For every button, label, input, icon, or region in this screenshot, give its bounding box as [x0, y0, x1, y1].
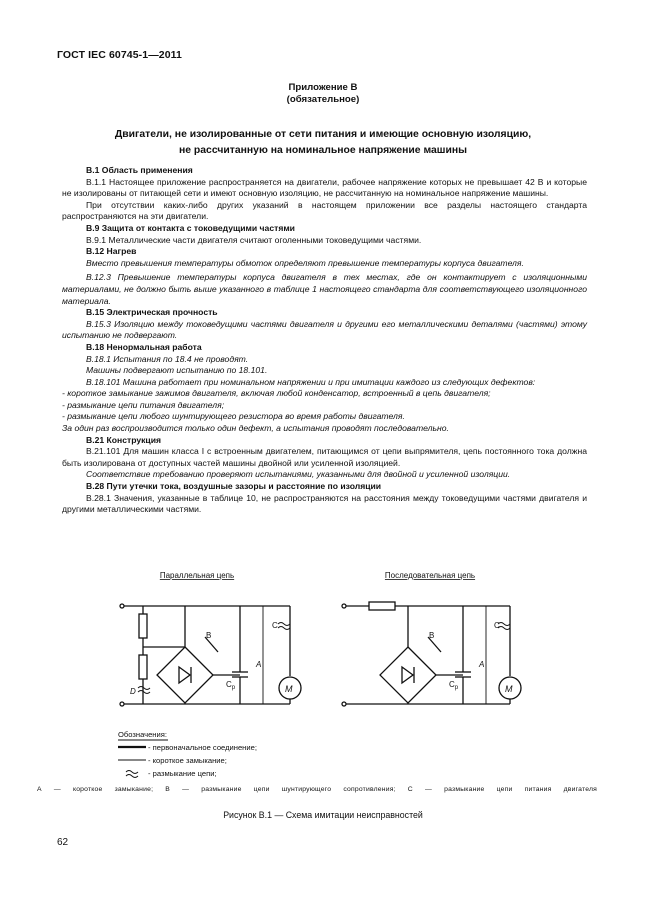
- paragraph: Машины подвергают испытанию по 18.101.: [86, 365, 268, 376]
- terminal-left-bottom: [120, 702, 124, 706]
- section-heading: В.12 Нагрев: [86, 246, 137, 257]
- label-d-left: D: [130, 687, 136, 696]
- section-heading: В.1 Область применения: [86, 165, 193, 175]
- paragraph: В.28.1 Значения, указанные в таблице 10, не распространяются на расстояния между токоведущими частями двигателя и другими металлическими частями.: [62, 492, 587, 515]
- left-circuit-title: Параллельная цепь: [159, 571, 235, 580]
- resistor: [139, 614, 147, 638]
- series-circuit: [342, 602, 521, 706]
- right-circuit-title: Последовательная цепь: [384, 571, 476, 580]
- annex-title: Приложение В: [288, 82, 358, 93]
- label-cp-left: $C_p$: [226, 680, 236, 691]
- label-cp-right: $C_p$: [449, 680, 459, 691]
- section-heading: В.18 Ненормальная работа: [86, 341, 202, 352]
- paragraph: В.21.101 Для машин класса I с встроенным двигателем, питающимся от цепи выпрямителя, цепь постоянного тока должна быть изолирована от доступных частей машины двойной или усиленной изоляцией.: [62, 446, 587, 468]
- open-circuit-icon: [278, 623, 290, 630]
- parallel-circuit: [120, 604, 301, 706]
- main-title-line-1: Двигатели, не изолированные от сети питания и имеющие основную изоляцию,: [114, 129, 532, 140]
- section-heading: В.15 Электрическая прочность: [86, 307, 218, 318]
- paragraph: За один раз воспроизводится только один дефект, а испытания проводят последовательно.: [62, 423, 449, 434]
- section-heading: В.9 Защита от контакта с токоведущими частями: [86, 222, 295, 233]
- list-item: - размыкание цепи любого шунтирующего резистора во время работы двигателя.: [62, 411, 405, 422]
- paragraph: В.12.3 Превышение температуры корпуса двигателя в тех местах, где он контактирует с изоляционными материалами, не должно быть выше указанного в таблице 1 настоящего стандарта для соответствующего изоляционного материала.: [62, 272, 587, 306]
- list-item: - короткое замыкание зажимов двигателя, включая любой конденсатор, встроенный в цепь двигателя;: [62, 388, 491, 399]
- label-c-left: C: [272, 621, 278, 630]
- paragraph: При отсутствии каких-либо других указаний в настоящем приложении все разделы настоящего стандарта распространяются на эти двигатели.: [62, 199, 587, 222]
- label-b-left: B: [206, 631, 212, 640]
- label-m-left: M: [285, 684, 293, 694]
- label-a-right: A: [479, 660, 485, 669]
- paragraph: В.9.1 Металлические части двигателя считают оголенными токоведущими частями.: [86, 234, 422, 245]
- list-item: - размыкание цепи питания двигателя;: [62, 399, 225, 410]
- terminal-right-bottom: [342, 702, 346, 706]
- label-b-right: B: [429, 631, 435, 640]
- section-heading: В.28 Пути утечки тока, воздушные зазоры и расстояние по изоляции: [86, 481, 382, 492]
- open-circuit-icon: [138, 687, 150, 694]
- main-title-line-2: не рассчитанную на номинальное напряжение машины: [178, 145, 468, 156]
- page-number: 62: [57, 837, 69, 848]
- legend-title: Обозначения:: [118, 730, 167, 739]
- legend-item-open: - размыкание цепи;: [148, 769, 217, 778]
- legend-item-original: - первоначальное соединение;: [148, 743, 257, 752]
- legend-item-short: - короткое замыкание;: [148, 756, 227, 765]
- standard-header: ГОСТ IEC 60745-1—2011: [57, 49, 182, 61]
- figure-caption: Рисунок В.1 — Схема имитации неисправностей: [223, 810, 423, 820]
- paragraph: В.18.101 Машина работает при номинальном напряжении и при имитации каждого из следующих дефектов:: [86, 376, 536, 387]
- resistor: [369, 602, 395, 610]
- paragraph: В.18.1 Испытания по 18.4 не проводят.: [86, 353, 249, 364]
- paragraph: Вместо превышения температуры обмоток определяют превышение температуры корпуса двигателя.: [86, 257, 524, 268]
- terminal-right-top: [342, 604, 346, 608]
- label-m-right: M: [505, 684, 513, 694]
- label-a-left: A: [256, 660, 262, 669]
- open-circuit-icon: [498, 623, 510, 630]
- resistor: [139, 655, 147, 679]
- label-c-right: C: [494, 621, 500, 630]
- figure-note: А — короткое замыкание; В — размыкание цепи шунтирующего сопротивления; С — размыкание цепи питания двигателя: [37, 786, 597, 793]
- terminal-left-top: [120, 604, 124, 608]
- section-heading: В.21 Конструкция: [86, 434, 162, 445]
- annex-status: (обязательное): [286, 94, 360, 105]
- legend-open-icon: [126, 771, 138, 778]
- paragraph: В.15.3 Изоляцию между токоведущими частями двигателя и другими его металлическими деталями (частями) этому испытанию не подвергают.: [62, 318, 587, 341]
- paragraph: В.1.1 Настоящее приложение распространяется на двигатели, рабочее напряжение которых не превышает 42 В и которые не изолированы от питающей сети и имеют основную изоляцию, не рассчитанную на номинальное напряжение машины.: [62, 176, 587, 199]
- paragraph: Соответствие требованию проверяют испытаниями, указанными для двойной и усиленной изоляции.: [86, 469, 511, 480]
